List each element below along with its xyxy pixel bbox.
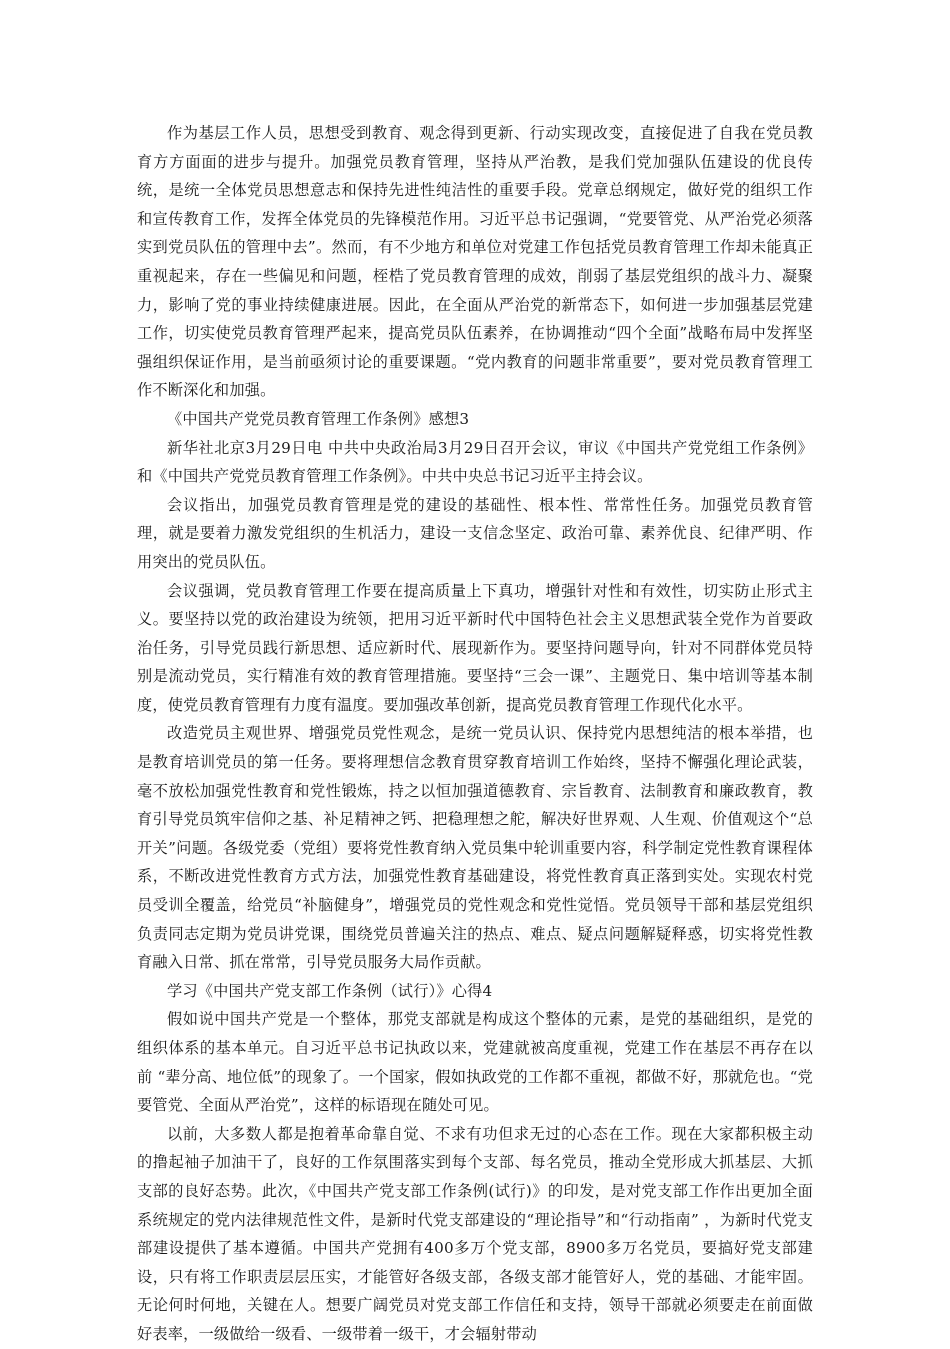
paragraph-3: 会议指出，加强党员教育管理是党的建设的基础性、根本性、常常性任务。加强党员教育管理，就是要着力激发党组织的生机活力，建设一支信念坚定、政治可靠、素养优良、纪律严明、作用突出的党员队伍。 [137, 495, 813, 571]
paragraph-1: 作为基层工作人员，思想受到教育、观念得到更新、行动实现改变，直接促进了自我在党员教育方方面面的进步与提升。加强党员教育管理，坚持从严治教，是我们党加强队伍建设的优良传统，是统一全体党员思想意志和保持先进性纯洁性的重要手段。党章总纲规定，做好党的组织工作和宣传教育工作，发挥全体党员的先锋模范作用。习近平总书记强调，“党要管党、从严治党必须落实到党员队伍的管理中去”。然而，有不少地方和单位对党建工作包括党员教育管理工作却未能真正重视起来，存在一些偏见和问题，桎梏了党员教育管理的成效，削弱了基层党组织的战斗力、凝聚力，影响了党的事业持续健康进展。因此，在全面从严治党的新常态下，如何进一步加强基层党建工作，切实使党员教育管理严起来，提高党员队伍素养，在协调推动“四个全面”战略布局中发挥坚强组织保证作用，是当前亟须讨论的重要课题。“党内教育的问题非常重要”，要对党员教育管理工作不断深化和加强。 [137, 124, 813, 400]
paragraph-5: 改造党员主观世界、增强党员党性观念，是统一党员认识、保持党内思想纯洁的根本举措，也是教育培训党员的第一任务。要将理想信念教育贯穿教育培训工作始终，坚持不懈强化理论武装，毫不放松加强党性教育和党性锻炼，持之以恒加强道德教育、宗旨教育、法制教育和廉政教育，教育引导党员筑牢信仰之基、补足精神之钙、把稳理想之舵，解决好世界观、人生观、价值观这个“总开关”问题。各级党委（党组）要将党性教育纳入党员集中轮训重要内容，科学制定党性教育课程体系，不断改进党性教育方式方法，加强党性教育基础建设，将党性教育真正落到实处。实现农村党员受训全覆盖，给党员“补脑健身”，增强党员的党性观念和党性觉悟。党员领导干部和基层党组织负责同志定期为党员讲党课，围绕党员普遍关注的热点、难点、疑点问题解疑释惑，切实将党性教育融入日常、抓在常常，引导党员服务大局作贡献。 [137, 724, 813, 972]
paragraph-2: 新华社北京3月29日电 中共中央政治局3月29日召开会议，审议《中国共产党党组工作条例》和《中国共产党党员教育管理工作条例》。中共中央总书记习近平主持会议。 [137, 438, 813, 486]
paragraph-4: 会议强调，党员教育管理工作要在提高质量上下真功，增强针对性和有效性，切实防止形式主义。要坚持以党的政治建设为统领，把用习近平新时代中国特色社会主义思想武装全党作为首要政治任务，引导党员践行新思想、适应新时代、展现新作为。要坚持问题导向，针对不同群体党员特别是流动党员，实行精准有效的教育管理措施。要坚持“三会一课”、主题党日、集中培训等基本制度，使党员教育管理有力度有温度。要加强改革创新，提高党员教育管理工作现代化水平。 [137, 581, 813, 714]
document-page [137, 119, 813, 1349]
section-heading-4: 学习《中国共产党支部工作条例（试行）》心得4 [167, 981, 493, 1000]
paragraph-7: 以前，大多数人都是抱着革命靠自觉、不求有功但求无过的心态在工作。现在大家都积极主动的撸起袖子加油干了，良好的工作氛围落实到每个支部、每名党员，推动全党形成大抓基层、大抓支部的良好态势。此次，《中国共产党支部工作条例(试行)》的印发，是对党支部工作作出更加全面系统规定的党内法律规范性文件，是新时代党支部建设的“理论指导”和“行动指南” ，为新时代党支部建设提供了基本遵循。中国共产党拥有400多万个党支部，8900多万名党员，要搞好党支部建设，只有将工作职责层层压实，才能管好各级支部，各级支部才能管好人，党的基础、才能牢固。无论何时何地，关键在人。想要广阔党员对党支部工作信任和支持，领导干部就必须要走在前面做好表率，一级做给一级看、一级带着一级干，才会辐射带动 [137, 1124, 813, 1343]
section-heading-3: 《中国共产党党员教育管理工作条例》感想3 [167, 409, 470, 428]
paragraph-6: 假如说中国共产党是一个整体，那党支部就是构成这个整体的元素，是党的基础组织，是党的组织体系的基本单元。自习近平总书记执政以来，党建就被高度重视，党建工作在基层不再存在以前 “辈分高、地位低”的现象了。一个国家，假如执政党的工作都不重视，都做不好，那就危也。“党要管党、全面从严治党”，这样的标语现在随处可见。 [137, 1010, 813, 1115]
